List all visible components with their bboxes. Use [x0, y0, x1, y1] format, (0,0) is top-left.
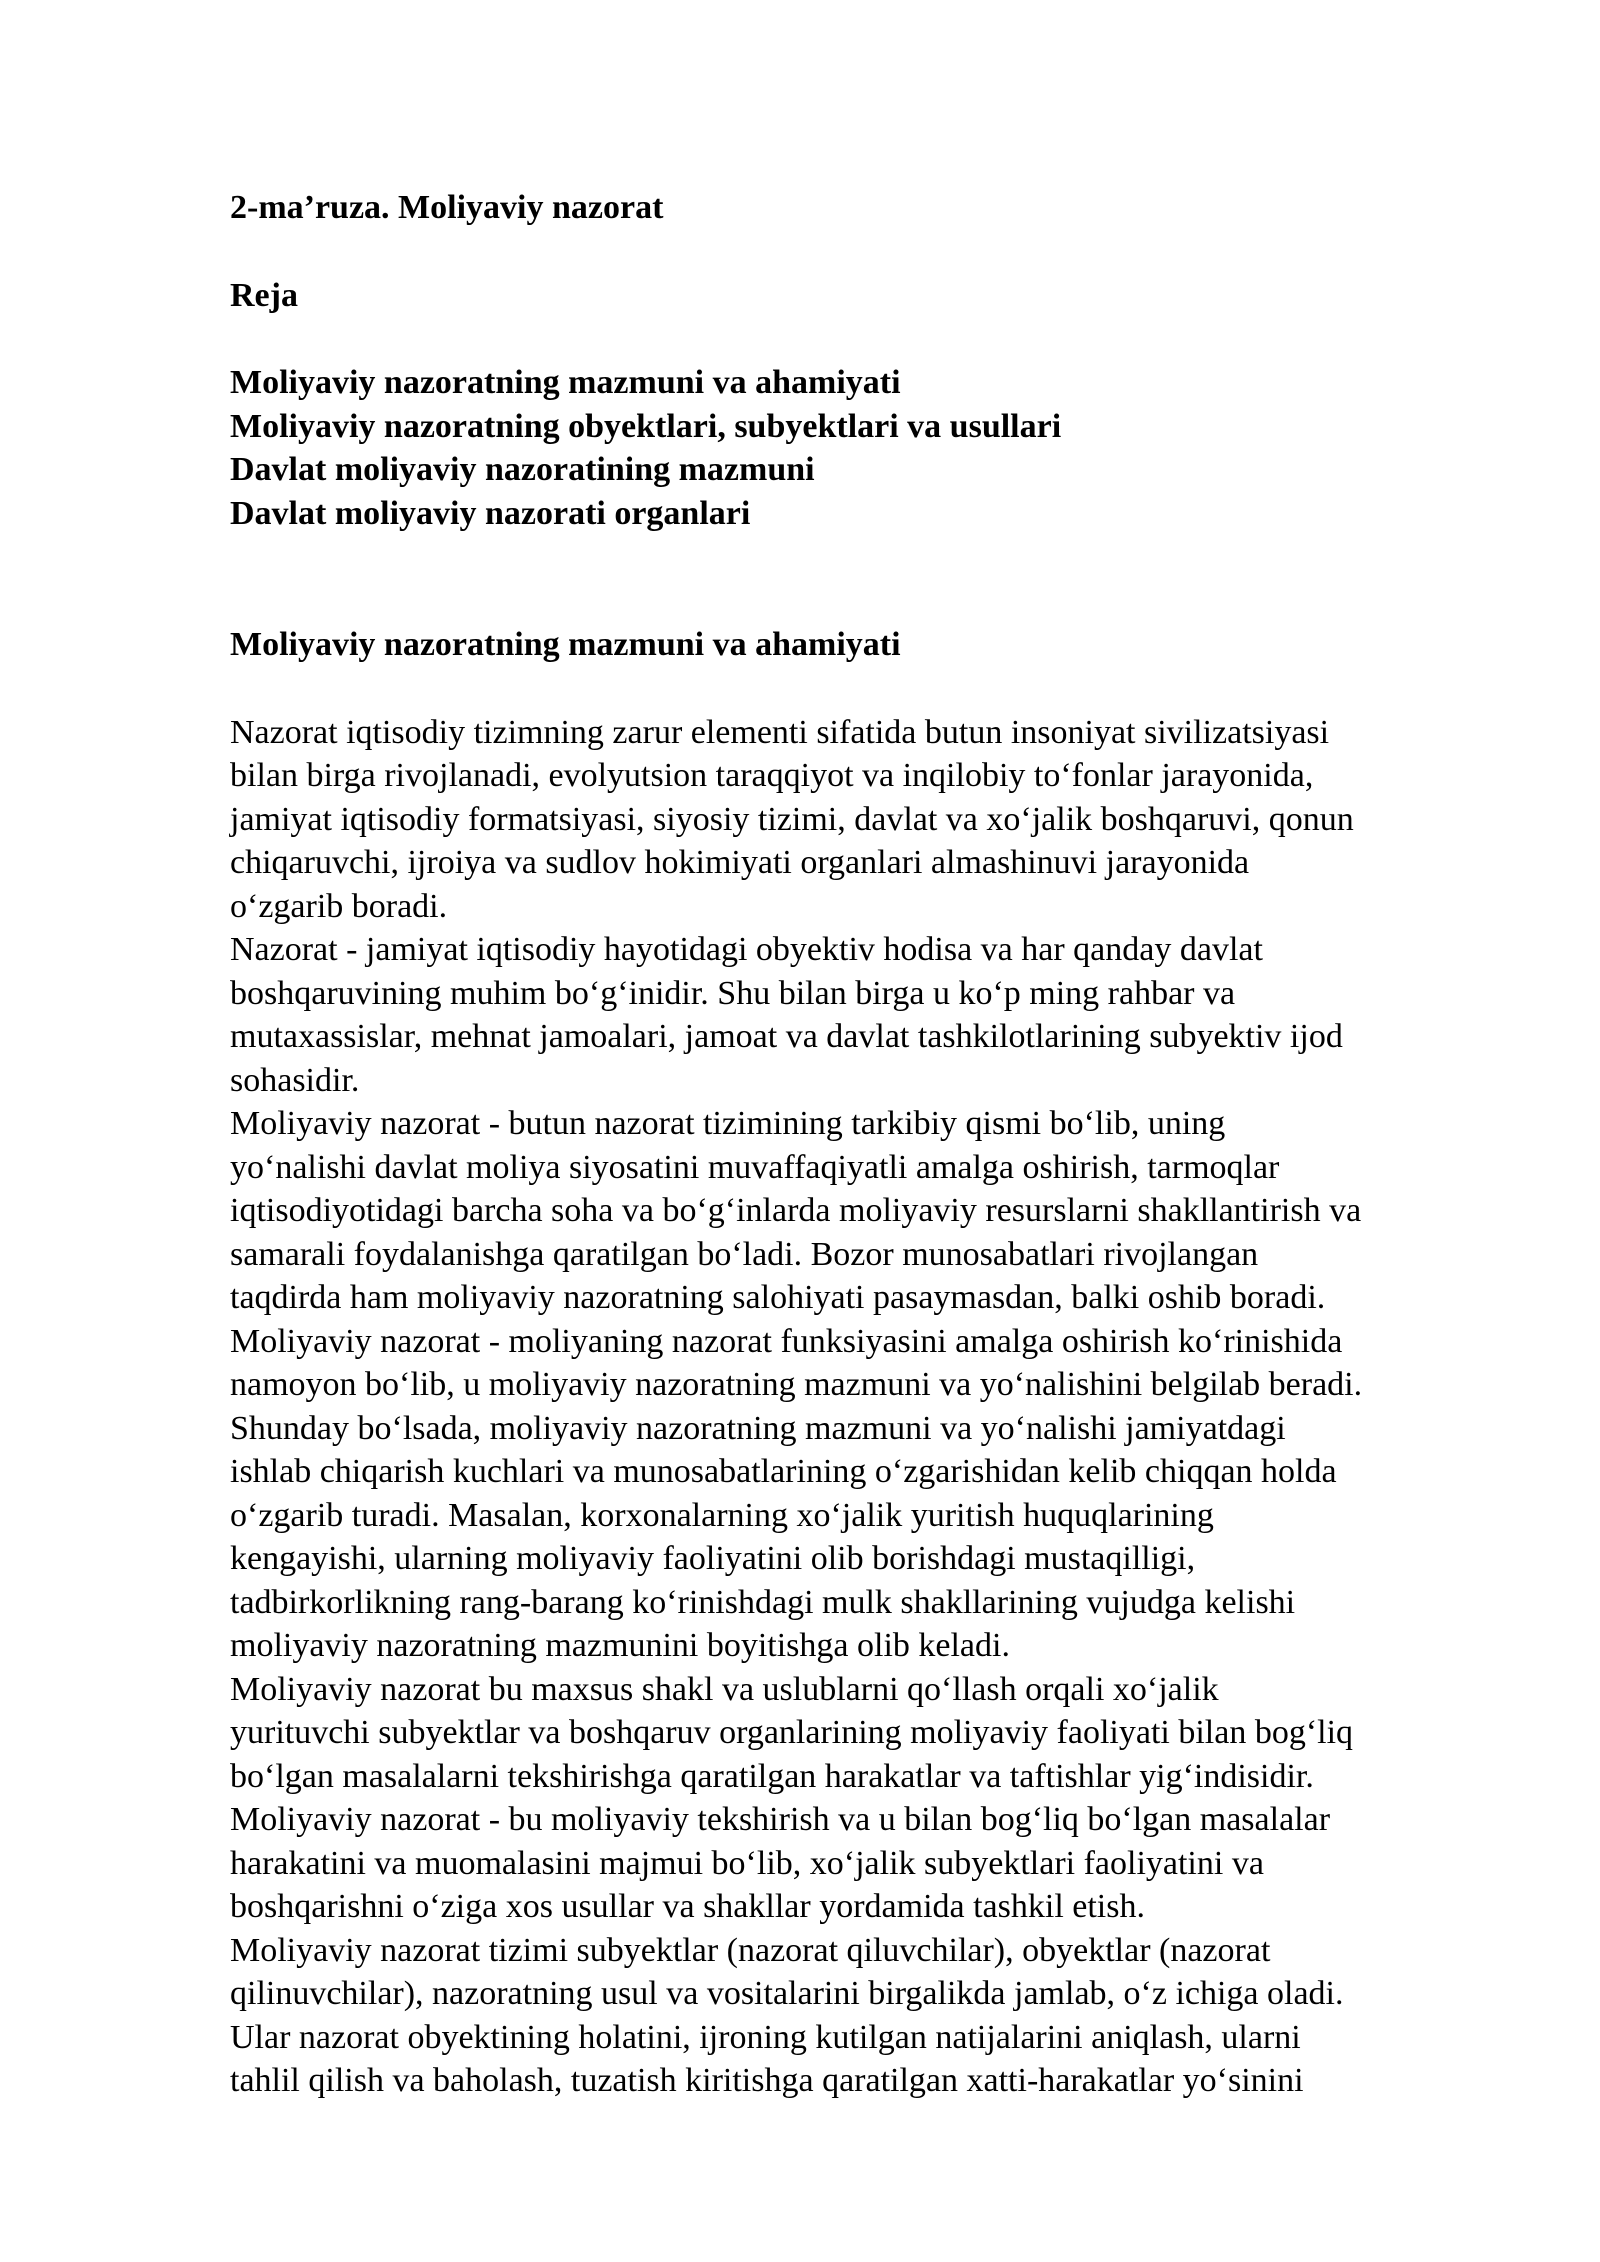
paragraph-line: Shunday bo‘lsada, moliyaviy nazoratning mazmuni va yo‘nalishi jamiyatdagi — [230, 1409, 1286, 1447]
paragraph-line: yurituvchi subyektlar va boshqaruv organlarining moliyaviy faoliyati bilan bog‘liq — [230, 1714, 1354, 1751]
paragraph-line: iqtisodiyotidagi barcha soha va bo‘g‘inlarda moliyaviy resurslarni shakllantirish va — [230, 1192, 1362, 1229]
paragraph-line: tahlil qilish va baholash, tuzatish kiritishga qaratilgan xatti-harakatlar yo‘sinini — [230, 2062, 1304, 2099]
paragraph-line: bilan birga rivojlanadi, evolyutsion taraqqiyot va inqilobiy to‘fonlar jarayonida, — [230, 757, 1314, 794]
plan-item: Davlat moliyaviy nazorati organlari — [230, 494, 751, 532]
paragraph-line: Moliyaviy nazorat - moliyaning nazorat funksiyasini amalga oshirish ko‘rinishida — [230, 1322, 1343, 1360]
plan-heading: Reja — [230, 276, 298, 314]
paragraph — [230, 1320, 1500, 1668]
paragraph-line: yo‘nalishi davlat moliya siyosatini muvaffaqiyatli amalga oshirish, tarmoqlar — [230, 1148, 1280, 1186]
document-content — [230, 186, 1500, 2103]
paragraph-line: chiqaruvchi, ijroiya va sudlov hokimiyati organlari almashinuvi jarayonida — [230, 844, 1250, 881]
paragraph-line: boshqarishni o‘ziga xos usullar va shakllar yordamida tashkil etish. — [230, 1888, 1145, 1925]
plan-item: Moliyaviy nazoratning mazmuni va ahamiyati — [230, 364, 901, 401]
paragraph-line: jamiyat iqtisodiy formatsiyasi, siyosiy tizimi, davlat va xo‘jalik boshqaruvi, qonun — [230, 800, 1354, 838]
paragraph — [230, 711, 1500, 929]
paragraph-line: kengayishi, ularning moliyaviy faoliyatini olib borishdagi mustaqilligi, — [230, 1540, 1196, 1577]
paragraph-line: tadbirkorlikning rang-barang ko‘rinishdagi mulk shakllarining vujudga kelishi — [230, 1583, 1296, 1621]
paragraph-line: o‘zgarib turadi. Masalan, korxonalarning xo‘jalik yuritish huquqlarining — [230, 1496, 1214, 1534]
plan-item: Davlat moliyaviy nazoratining mazmuni — [230, 451, 815, 488]
section-heading: Moliyaviy nazoratning mazmuni va ahamiyati — [230, 626, 901, 663]
paragraph — [230, 1102, 1500, 1320]
paragraph-line: mutaxassislar, mehnat jamoalari, jamoat va davlat tashkilotlarining subyektiv ijod — [230, 1018, 1343, 1055]
paragraph — [230, 928, 1500, 1102]
paragraph-line: harakatini va muomalasini majmui bo‘lib, xo‘jalik subyektlari faoliyatini va — [230, 1844, 1264, 1882]
paragraph-line: qilinuvchilar), nazoratning usul va vositalarini birgalikda jamlab, o‘z ichiga oladi. — [230, 1975, 1344, 2012]
paragraph-line: taqdirda ham moliyaviy nazoratning salohiyati pasaymasdan, balki oshib boradi. — [230, 1279, 1326, 1316]
paragraph — [230, 1929, 1500, 2103]
paragraph-line: samarali foydalanishga qaratilgan bo‘ladi. Bozor munosabatlari rivojlangan — [230, 1235, 1259, 1273]
paragraph-line: namoyon bo‘lib, u moliyaviy nazoratning mazmuni va yo‘nalishini belgilab beradi. — [230, 1366, 1363, 1403]
paragraph-line: Nazorat - jamiyat iqtisodiy hayotidagi obyektiv hodisa va har qanday davlat — [230, 931, 1263, 968]
plan-item: Moliyaviy nazoratning obyektlari, subyektlari va usullari — [230, 407, 1062, 445]
paragraph-line: bo‘lgan masalalarni tekshirishga qaratilgan harakatlar va taftishlar yig‘indisidir. — [230, 1757, 1314, 1795]
paragraph-line: Ular nazorat obyektining holatini, ijroning kutilgan natijalarini aniqlash, ularni — [230, 2018, 1301, 2056]
paragraph-line: Moliyaviy nazorat tizimi subyektlar (nazorat qiluvchilar), obyektlar (nazorat — [230, 1931, 1271, 1969]
paragraph-line: Moliyaviy nazorat - butun nazorat tizimining tarkibiy qismi bo‘lib, uning — [230, 1105, 1226, 1142]
paragraph-line: Moliyaviy nazorat bu maxsus shakl va uslublarni qo‘llash orqali xo‘jalik — [230, 1670, 1219, 1708]
paragraph-line: sohasidir. — [230, 1061, 360, 1099]
paragraph-line: Moliyaviy nazorat - bu moliyaviy tekshirish va u bilan bog‘liq bo‘lgan masalalar — [230, 1801, 1331, 1838]
paragraph-line: ishlab chiqarish kuchlari va munosabatlarining o‘zgarishidan kelib chiqqan holda — [230, 1453, 1337, 1490]
body-text — [230, 711, 1500, 2103]
lecture-title: 2-ma’ruza. Moliyaviy nazorat — [230, 189, 664, 226]
plan-list — [230, 361, 1500, 535]
paragraph-line: o‘zgarib boradi. — [230, 887, 448, 925]
paragraph — [230, 1668, 1500, 1799]
paragraph — [230, 1798, 1500, 1929]
paragraph-line: Nazorat iqtisodiy tizimning zarur elementi sifatida butun insoniyat sivilizatsiyasi — [230, 713, 1330, 751]
paragraph-line: moliyaviy nazoratning mazmunini boyitishga olib keladi. — [230, 1627, 1010, 1664]
paragraph-line: boshqaruvining muhim bo‘g‘inidir. Shu bilan birga u ko‘p ming rahbar va — [230, 974, 1236, 1012]
